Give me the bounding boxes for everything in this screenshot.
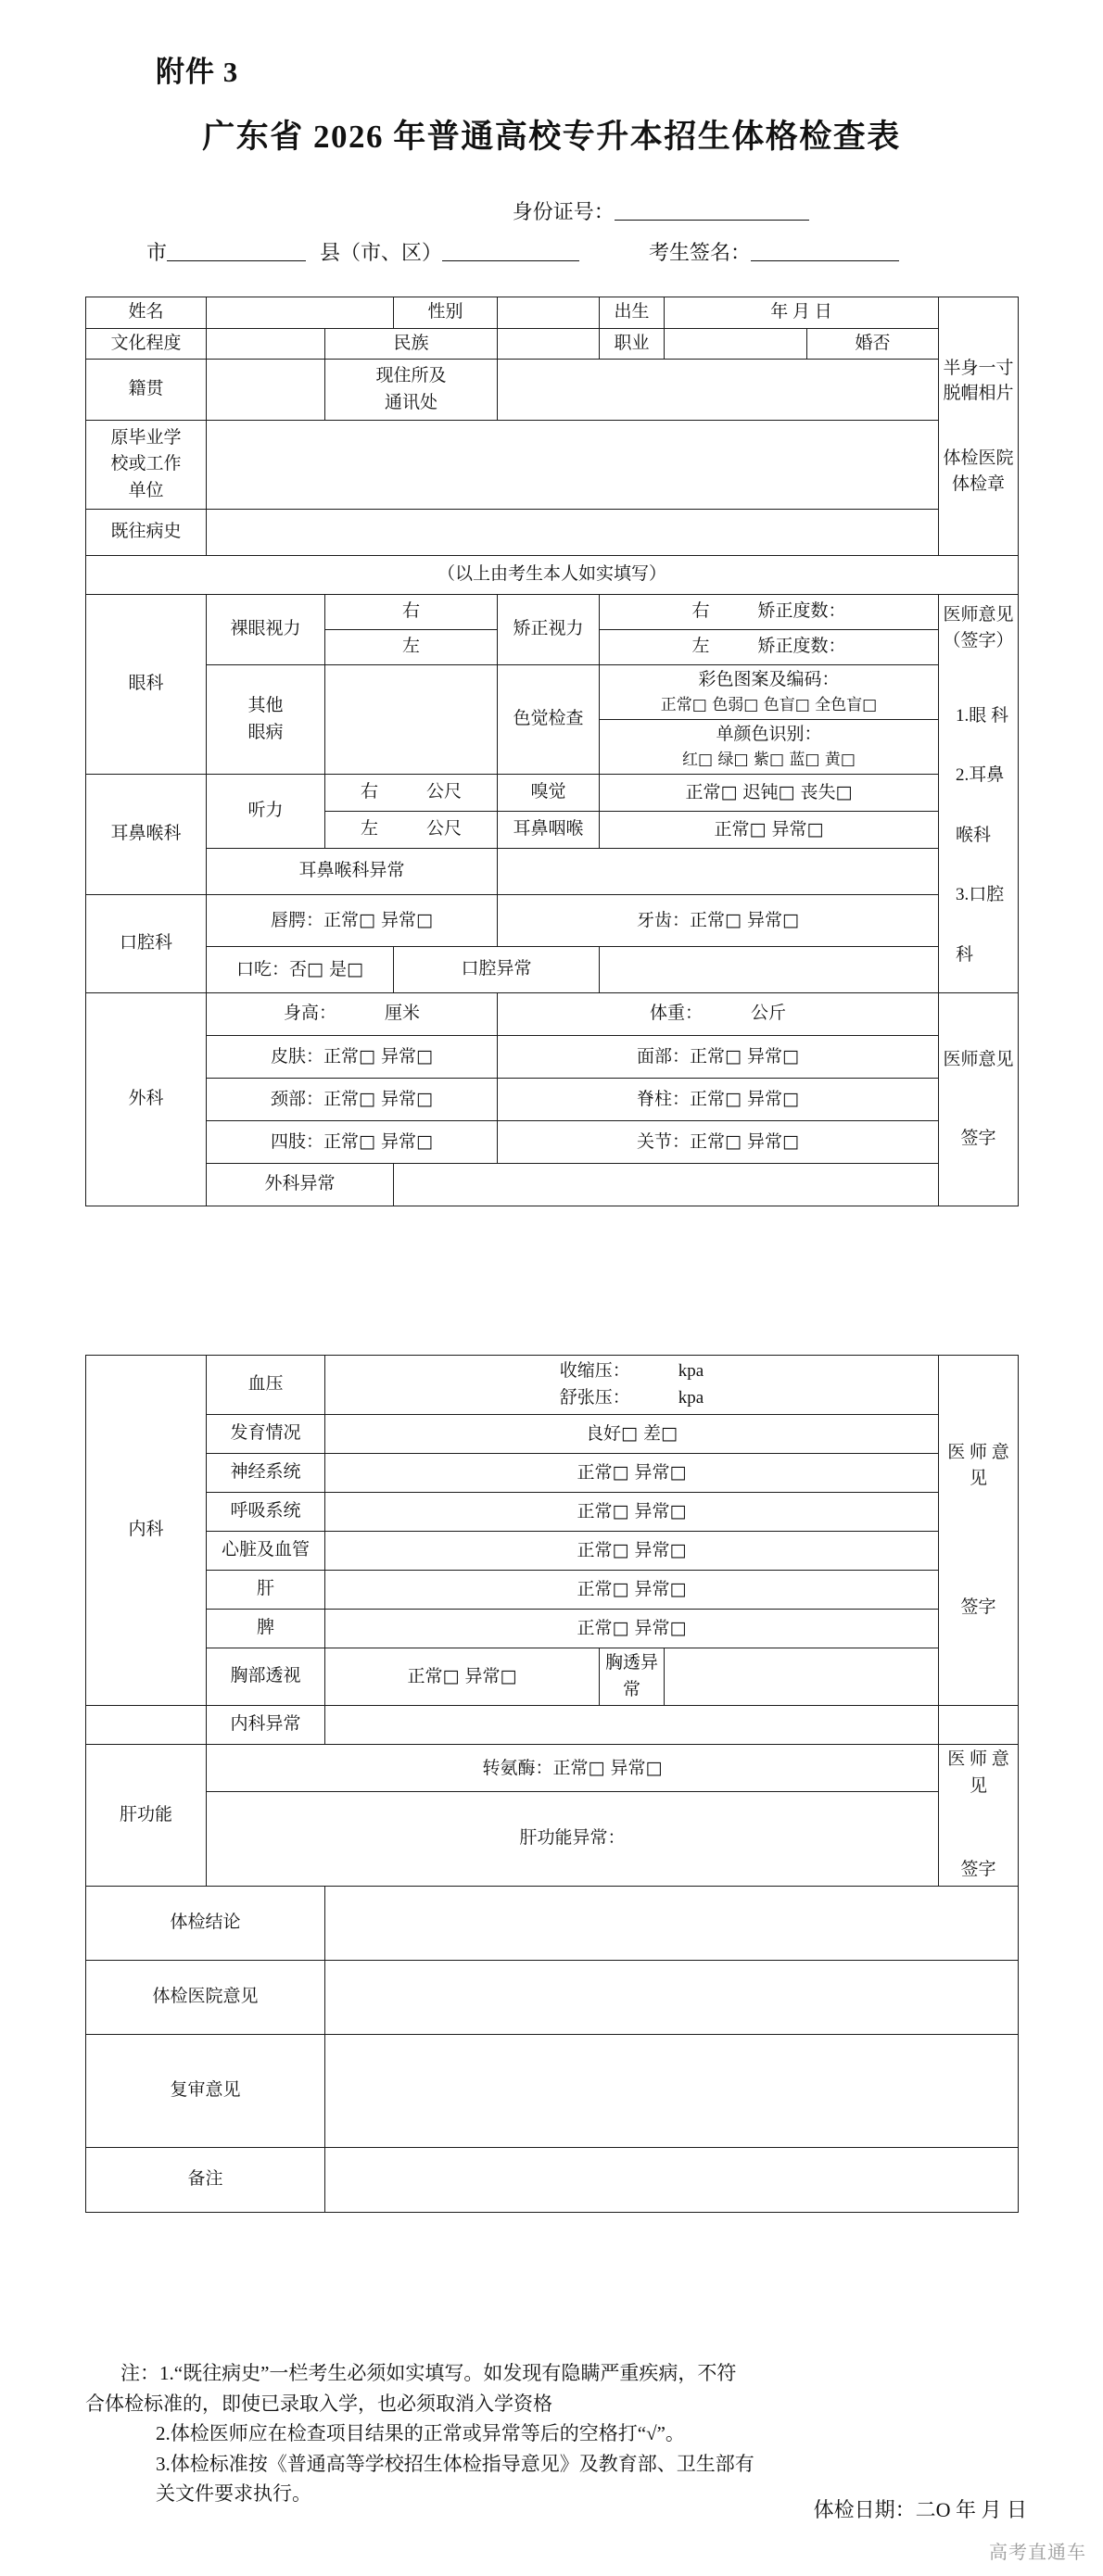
table-row-blood-pressure — [86, 1356, 1019, 1415]
cell-dept-ent: 耳鼻喉科 — [86, 775, 207, 895]
table-row-naked-vision-right — [86, 595, 1019, 630]
exam-date-line[interactable]: 体检日期：二O 年 月 日 — [813, 2498, 1027, 2521]
cell-doctor-opinion-blank-internal — [939, 1706, 1019, 1745]
cell-surgery-abnormal-label: 外科异常 — [207, 1164, 394, 1206]
cell-naked-vision-right[interactable]: 右 — [325, 595, 498, 630]
table-row-name — [86, 297, 1019, 329]
table-row-development — [86, 1415, 1019, 1454]
cell-naked-vision-label: 裸眼视力 — [207, 595, 325, 665]
cell-native-place-value[interactable] — [207, 360, 325, 421]
cell-name-label: 姓名 — [86, 297, 207, 329]
cell-chest-abnormal-value[interactable] — [665, 1648, 939, 1706]
cell-exam-conclusion-label: 体检结论 — [86, 1886, 325, 1960]
cell-birth-value[interactable]: 年 月 日 — [665, 297, 939, 329]
table-row-height-weight — [86, 993, 1019, 1036]
cell-ent-options[interactable]: 正常□ 异常□ — [600, 812, 939, 849]
note-2: 2.体检医师应在检查项目结果的正常或异常等后的空格打“√”。 — [156, 2422, 685, 2444]
color-pattern-code-label: 彩色图案及编码： — [698, 670, 840, 689]
cell-spine[interactable]: 脊柱：正常□ 异常□ — [498, 1079, 939, 1121]
cell-stutter[interactable]: 口吃：否□ 是□ — [207, 947, 394, 993]
table-row-hospital-opinion — [86, 1960, 1019, 2034]
hearing-right-unit: 公尺 — [426, 782, 463, 802]
cell-lip-palate[interactable]: 唇腭：正常□ 异常□ — [207, 895, 498, 947]
cell-doctor-opinion-internal — [939, 1356, 1019, 1706]
cell-education-label: 文化程度 — [86, 328, 207, 360]
doctor-opinion-title-surgery: 医师意见 — [943, 1050, 1014, 1069]
table-row-medical-history — [86, 510, 1019, 556]
table-row-liver — [86, 1571, 1019, 1610]
cell-joints[interactable]: 关节：正常□ 异常□ — [498, 1121, 939, 1164]
cell-color-vision-label: 色觉检查 — [498, 665, 600, 775]
corrected-right-degree-label: 矫正度数： — [757, 601, 846, 622]
cell-ent-label: 耳鼻咽喉 — [498, 812, 600, 849]
note-3-line-2: 关文件要求执行。 — [156, 2482, 311, 2505]
cell-doctor-opinion-surgery — [939, 993, 1019, 1206]
table-row-internal-abnormal — [86, 1706, 1019, 1745]
single-color-options[interactable]: 红□ 绿□ 紫□ 蓝□ 黄□ — [682, 750, 856, 769]
table-row-previous-school — [86, 421, 1019, 510]
photo-line-3: 体检医院 — [943, 448, 1014, 468]
city-blank[interactable] — [167, 239, 306, 261]
cell-face[interactable]: 面部：正常□ 异常□ — [498, 1036, 939, 1079]
cell-remarks-label: 备注 — [86, 2147, 325, 2212]
cell-nervous-label: 神经系统 — [207, 1454, 325, 1493]
cell-transaminase[interactable]: 转氨酶：正常□ 异常□ — [207, 1745, 939, 1792]
corrected-left-degree-label: 矫正度数： — [757, 637, 846, 657]
cell-previous-school-label — [86, 421, 207, 510]
cell-ent-abnormal-label: 耳鼻喉科异常 — [207, 849, 498, 895]
table-row-hearing-right — [86, 775, 1019, 812]
table-row-nervous — [86, 1454, 1019, 1493]
county-label: 县（市、区） — [320, 241, 443, 264]
cell-ethnicity-value[interactable] — [498, 328, 600, 360]
table-row-neck-spine — [86, 1079, 1019, 1121]
doctor-opinion-sign-paren: （签字） — [943, 631, 1014, 651]
cell-smell-options[interactable]: 正常□ 迟钝□ 丧失□ — [600, 775, 939, 812]
cell-hospital-opinion-value[interactable] — [325, 1960, 1019, 2034]
doctor-opinion-title-liver: 医 师 意 见 — [947, 1749, 1009, 1796]
table-row-liver-function-abnormal — [86, 1791, 1019, 1886]
cell-liver-options[interactable]: 正常□ 异常□ — [325, 1571, 939, 1610]
table-row-education — [86, 328, 1019, 360]
watermark: 高考直通车 — [989, 2543, 1086, 2563]
table-row-exam-conclusion — [86, 1886, 1019, 1960]
height-unit: 厘米 — [385, 1004, 421, 1024]
cell-doctor-opinion-upper — [939, 595, 1019, 993]
cell-liver-label: 肝 — [207, 1571, 325, 1610]
cell-naked-vision-left[interactable]: 左 — [325, 630, 498, 665]
cell-respiratory-options[interactable]: 正常□ 异常□ — [325, 1493, 939, 1532]
height-label: 身高： — [283, 1004, 336, 1024]
photo-line-2: 脱帽相片 — [943, 384, 1014, 404]
table-row-oral-stutter — [86, 947, 1019, 993]
address-label-line-1: 现住所及 — [375, 366, 447, 385]
cell-address-value[interactable] — [498, 360, 939, 421]
other-eye-disease-line-2: 眼病 — [247, 722, 284, 742]
note-1-line-1: 注：1.“既往病史”一栏考生必须如实填写。如发现有隐瞒严重疾病，不符 — [120, 2362, 737, 2384]
table-row-chest-xray — [86, 1648, 1019, 1706]
cell-hearing-right[interactable] — [325, 775, 498, 812]
cell-height[interactable] — [207, 993, 498, 1036]
table-row-heart — [86, 1532, 1019, 1571]
cell-heart-options[interactable]: 正常□ 异常□ — [325, 1532, 939, 1571]
cell-chest-options[interactable]: 正常□ 异常□ — [325, 1648, 600, 1706]
hearing-left-label: 左 — [360, 819, 378, 840]
cell-doctor-opinion-liver — [939, 1745, 1019, 1887]
cell-nervous-options[interactable]: 正常□ 异常□ — [325, 1454, 939, 1493]
county-blank[interactable] — [442, 239, 579, 261]
candidate-signature-field — [649, 237, 899, 266]
cell-corrected-vision-left[interactable] — [600, 630, 939, 665]
cell-ethnicity-label: 民族 — [325, 328, 498, 360]
cell-liver-function-abnormal[interactable]: 肝功能异常： — [207, 1791, 939, 1886]
doctor-opinion-sign-surgery: 签字 — [960, 1128, 996, 1148]
cell-oral-abnormal-value[interactable] — [600, 947, 939, 993]
other-eye-disease-line-1: 其他 — [247, 696, 284, 715]
city-label: 市 — [146, 241, 168, 264]
cell-dept-oral: 口腔科 — [86, 895, 207, 993]
cell-occupation-label: 职业 — [600, 328, 665, 360]
color-vision-options[interactable]: 正常□ 色弱□ 色盲□ 全色盲□ — [660, 695, 878, 714]
systolic-label: 收缩压： — [559, 1361, 630, 1381]
cell-dept-internal: 内科 — [86, 1356, 207, 1706]
candidate-signature-label: 考生签名： — [649, 241, 752, 264]
diastolic-row[interactable] — [329, 1385, 934, 1412]
candidate-signature-blank[interactable] — [751, 239, 899, 261]
cell-spleen-options[interactable]: 正常□ 异常□ — [325, 1610, 939, 1648]
corrected-left-label: 左 — [691, 637, 710, 657]
table-row-native-place — [86, 360, 1019, 421]
cell-blood-pressure-value[interactable] — [325, 1356, 939, 1415]
cell-gender-value[interactable] — [498, 297, 600, 329]
previous-school-line-1: 原毕业学 — [110, 427, 182, 448]
weight-label: 体重： — [649, 1004, 703, 1024]
cell-dept-liver-function: 肝功能 — [86, 1745, 207, 1887]
id-number-label: 身份证号： — [512, 200, 615, 223]
table-row-skin-face — [86, 1036, 1019, 1079]
table-row-self-fill-note — [86, 556, 1019, 595]
corrected-right-label: 右 — [691, 601, 710, 622]
cell-education-value[interactable] — [207, 328, 325, 360]
form-notes — [85, 2359, 1021, 2510]
cell-smell-label: 嗅觉 — [498, 775, 600, 812]
cell-previous-school-value[interactable] — [207, 421, 939, 510]
cell-development-label: 发育情况 — [207, 1415, 325, 1454]
table-row-limbs-joints — [86, 1121, 1019, 1164]
doctor-opinion-item-ent: 2.耳鼻喉科 — [956, 765, 1005, 845]
id-number-line — [0, 196, 1103, 225]
cell-self-fill-note: （以上由考生本人如实填写） — [86, 556, 1019, 595]
exam-form-table-upper — [85, 297, 1019, 1206]
cell-review-opinion-value[interactable] — [325, 2034, 1019, 2147]
cell-internal-abnormal-value[interactable] — [325, 1706, 939, 1745]
diastolic-unit: kpa — [678, 1387, 704, 1408]
cell-weight[interactable] — [498, 993, 939, 1036]
city-field — [146, 237, 306, 266]
cell-teeth[interactable]: 牙齿：正常□ 异常□ — [498, 895, 939, 947]
photo-line-4: 体检章 — [952, 474, 1006, 494]
diastolic-label: 舒张压： — [559, 1387, 630, 1408]
hearing-left-unit: 公尺 — [426, 819, 463, 840]
cell-oral-abnormal-label: 口腔异常 — [394, 947, 600, 993]
cell-internal-abnormal-label: 内科异常 — [207, 1706, 325, 1745]
note-3-line-1: 3.体检标准按《普通高等学校招生体检指导意见》及教育部、卫生部有 — [156, 2452, 754, 2475]
page-title: 广东省 2026 年普通高校专升本招生体格检查表 — [202, 119, 901, 155]
table-row-respiratory — [86, 1493, 1019, 1532]
hearing-right-label: 右 — [360, 782, 378, 802]
systolic-unit: kpa — [678, 1361, 704, 1381]
table-row-oral-lip-teeth — [86, 895, 1019, 947]
doctor-opinion-item-oral: 3.口腔科 — [956, 885, 1005, 965]
table-row-surgery-abnormal — [86, 1164, 1019, 1206]
id-number-blank[interactable] — [615, 198, 809, 221]
cell-corrected-vision-right[interactable] — [600, 595, 939, 630]
cell-native-place-label: 籍贯 — [86, 360, 207, 421]
table-row-ent-abnormal — [86, 849, 1019, 895]
cell-name-value[interactable] — [207, 297, 394, 329]
cell-medical-history-value[interactable] — [207, 510, 939, 556]
cell-birth-label: 出生 — [600, 297, 665, 329]
cell-surgery-abnormal-value[interactable] — [394, 1164, 939, 1206]
cell-development-options[interactable]: 良好□ 差□ — [325, 1415, 939, 1454]
table-row-review-opinion — [86, 2034, 1019, 2147]
cell-remarks-value[interactable] — [325, 2147, 1019, 2212]
cell-hospital-opinion-label: 体检医院意见 — [86, 1960, 325, 2034]
cell-dept-surgery: 外科 — [86, 993, 207, 1206]
cell-spleen-label: 脾 — [207, 1610, 325, 1648]
previous-school-line-3: 单位 — [128, 480, 164, 500]
table-row-spleen — [86, 1610, 1019, 1648]
note-1-line-2: 合体检标准的，即使已录取入学，也必须取消入学资格 — [85, 2392, 552, 2415]
attachment-number: 附件 3 — [156, 56, 239, 88]
cell-address-label — [325, 360, 498, 421]
address-label-line-2: 通讯处 — [384, 392, 437, 412]
doctor-opinion-sign-internal: 签字 — [960, 1597, 996, 1617]
doctor-opinion-title: 医师意见 — [943, 604, 1014, 625]
exam-form-table-lower — [85, 1355, 1019, 2213]
cell-hearing-label: 听力 — [207, 775, 325, 849]
systolic-row[interactable] — [329, 1358, 934, 1385]
cell-exam-conclusion-value[interactable] — [325, 1886, 1019, 1960]
cell-medical-history-label: 既往病史 — [86, 510, 207, 556]
cell-photo-stamp — [939, 297, 1019, 556]
cell-gender-label: 性别 — [394, 297, 498, 329]
table-row-color-pattern — [86, 665, 1019, 720]
table-row-remarks — [86, 2147, 1019, 2212]
cell-blood-pressure-label: 血压 — [207, 1356, 325, 1415]
cell-occupation-value[interactable] — [665, 328, 807, 360]
cell-corrected-vision-label: 矫正视力 — [498, 595, 600, 665]
cell-skin[interactable]: 皮肤：正常□ 异常□ — [207, 1036, 498, 1079]
cell-heart-label: 心脏及血管 — [207, 1532, 325, 1571]
cell-limbs[interactable]: 四肢：正常□ 异常□ — [207, 1121, 498, 1164]
cell-single-color[interactable] — [600, 720, 939, 775]
cell-other-eye-disease-label — [207, 665, 325, 775]
single-color-id-label: 单颜色识别： — [716, 725, 822, 744]
photo-line-1: 半身一寸 — [943, 358, 1014, 378]
cell-review-opinion-label: 复审意见 — [86, 2034, 325, 2147]
cell-chest-xray-label: 胸部透视 — [207, 1648, 325, 1706]
cell-other-eye-disease-value[interactable] — [325, 665, 498, 775]
cell-color-pattern[interactable] — [600, 665, 939, 720]
county-field — [320, 237, 579, 266]
table-row-transaminase — [86, 1745, 1019, 1792]
cell-dept-eye: 眼科 — [86, 595, 207, 775]
cell-neck[interactable]: 颈部：正常□ 异常□ — [207, 1079, 498, 1121]
doctor-opinion-item-eye: 1.眼 科 — [956, 705, 1009, 726]
cell-chest-abnormal-label: 胸透异常 — [600, 1648, 665, 1706]
cell-ent-abnormal-value[interactable] — [498, 849, 939, 895]
previous-school-line-2: 校或工作 — [110, 454, 182, 474]
weight-unit: 公斤 — [751, 1004, 787, 1024]
doctor-opinion-sign-liver: 签字 — [960, 1860, 996, 1879]
doctor-opinion-title-internal: 医 师 意 见 — [947, 1442, 1009, 1489]
cell-marital-label: 婚否 — [807, 328, 939, 360]
cell-respiratory-label: 呼吸系统 — [207, 1493, 325, 1532]
cell-hearing-left[interactable] — [325, 812, 498, 849]
